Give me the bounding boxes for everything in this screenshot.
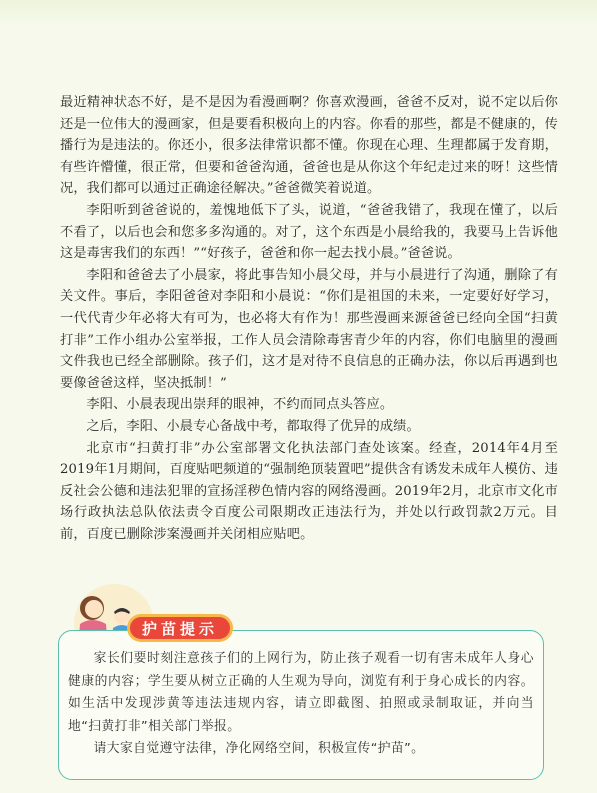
article-paragraph: 李阳、小晨表现出崇拜的眼神，不约而同点头答应。 bbox=[86, 397, 394, 413]
article-paragraph: 最近精神状态不好，是不是因为看漫画啊？你喜欢漫画，爸爸不反对，说不定以后你还是一位伟大的漫画家，但是要看积极向上的内容。你看的那些，都是不健康的，传播行为是违法的。你还小，很多法律常识都不懂。你现在心理、生理都属于发育期，有些许懵懂，很正常，但要和爸爸沟通，爸爸也是从你这个年纪走过来的呀！这些情况，我们都可以通过正确途径解决。”爸爸微笑着说道。 bbox=[60, 95, 558, 197]
page-top-band bbox=[0, 0, 597, 28]
tip-paragraph: 家长们要时刻注意孩子们的上网行为，防止孩子观看一切有害未成年人身心健康的内容；学生要从树立正确的人生观为导向，浏览有利于身心成长的内容。如生活中发现涉黄等违法违规内容，请立即截图、拍照或录制取证，并向当地“扫黄打非”相关部门举报。 bbox=[68, 651, 534, 734]
tip-text bbox=[68, 648, 534, 761]
article-paragraph: 之后，李阳、小晨专心备战中考，都取得了优异的成绩。 bbox=[86, 418, 420, 434]
tip-label-badge bbox=[126, 613, 234, 643]
tip-paragraph: 请大家自觉遵守法律，净化网络空间，积极宣传“护苗”。 bbox=[93, 741, 425, 756]
tip-label: 护苗提示 bbox=[141, 620, 219, 638]
article-paragraph: 李阳和爸爸去了小晨家，将此事告知小晨父母，并与小晨进行了沟通，删除了有关文件。事后，李阳爸爸对李阳和小晨说：“你们是祖国的未来，一定要好好学习，一代代青少年必将大有可为，也必将大有作为！那些漫画来源爸爸已经向全国“扫黄打非”工作小组办公室举报，工作人员会清除毒害青少年的内容，你们电脑里的漫画文件我也已经全部删除。孩子们，这才是对待不良信息的正确办法，你以后再遇到也要像爸爸这样，坚决抵制！” bbox=[60, 267, 558, 391]
article-paragraph: 北京市“扫黄打非”办公室部署文化执法部门查处该案。经查，2014年4月至2019年1月期间，百度贴吧频道的“强制绝顶装置吧”提供含有诱发未成年人模仿、违反社会公德和违法犯罪的宣扬淫秽色情内容的网络漫画。2019年2月，北京市文化市场行政执法总队依法责令百度公司限期改正违法行为，并处以行政罚款2万元。目前，百度已删除涉案漫画并关闭相应贴吧。 bbox=[60, 440, 558, 542]
article-body bbox=[60, 92, 558, 545]
article-paragraph: 李阳听到爸爸说的，羞愧地低下了头，说道，“爸爸我错了，我现在懂了，以后不看了，以后也会和您多多沟通的。对了，这个东西是小晨给我的，我要马上告诉他这是毒害我们的东西！”“好孩子，爸爸和你一起去找小晨。”爸爸说。 bbox=[60, 202, 558, 262]
